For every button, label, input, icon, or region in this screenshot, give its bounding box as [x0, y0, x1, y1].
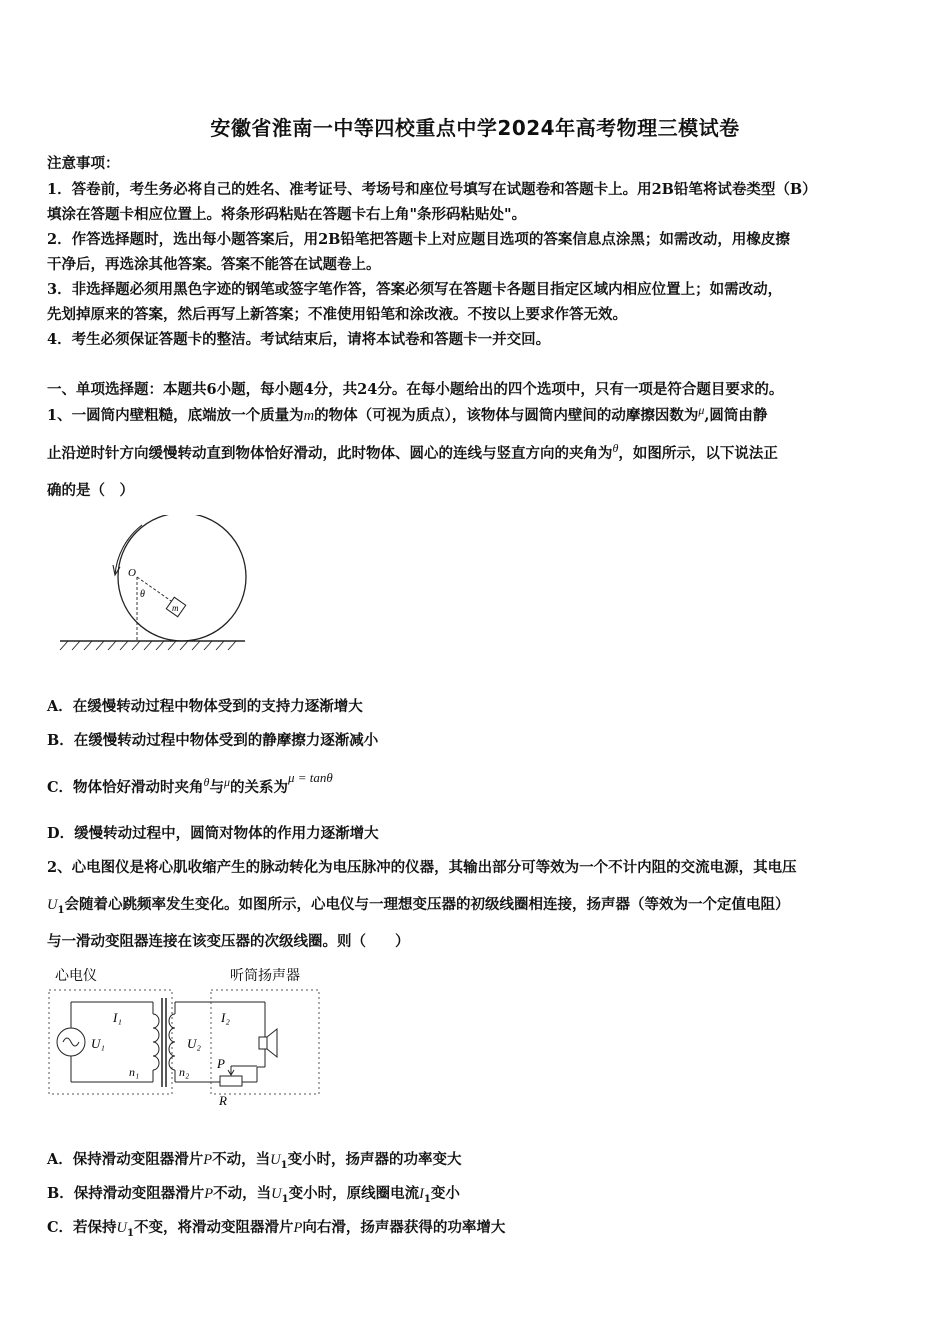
q2-line1: 2、心电图仪是将心肌收缩产生的脉动转化为电压脉冲的仪器，其输出部分可等效为一个不计内阻的交流电源，其电压 — [47, 859, 797, 876]
notice-line: 先划掉原来的答案，然后再写上新答案；不准使用铅笔和涂改液。不按以上要求作答无效。 — [47, 306, 627, 323]
q1-line1 — [47, 403, 767, 425]
label-u2: U₂ — [187, 1036, 201, 1051]
option-text: 变小时，扬声器的功率变大 — [287, 1151, 462, 1168]
q1-option-c — [47, 770, 333, 797]
q1-option-d: D．缓慢转动过程中，圆筒对物体的作用力逐渐增大 — [47, 825, 379, 842]
fig-label-m: m — [172, 603, 179, 613]
formula: μ = tanθ — [287, 770, 333, 785]
p-symbol: P — [203, 1152, 213, 1168]
voltage-symbol: U — [270, 1152, 281, 1168]
q2-line3: 与一滑动变阻器连接在该变压器的次级线圈。则（ ） — [47, 933, 410, 950]
option-text: B．保持滑动变阻器滑片 — [47, 1185, 205, 1202]
q2-text: 会随着心跳频率发生变化。如图所示，心电仪与一理想变压器的初级线圈相连接，扬声器（等效为一个定值电阻） — [64, 896, 790, 913]
q2-option-b — [47, 1182, 460, 1205]
option-text: 变小时，原线圈电流 — [288, 1185, 420, 1202]
mu-symbol: μ — [698, 403, 705, 417]
q1-option-a: A．在缓慢转动过程中物体受到的支持力逐渐增大 — [47, 698, 363, 715]
q2-line2 — [47, 893, 789, 916]
option-text: 的关系为 — [229, 779, 288, 796]
fig-label-theta: θ — [140, 589, 145, 600]
theta-symbol: θ — [203, 775, 210, 789]
q1-line3: 确的是（ ） — [47, 482, 134, 499]
q1-text: ，如图所示，以下说法正 — [618, 445, 778, 462]
circuit-figure — [45, 962, 325, 1112]
q1-line2 — [47, 441, 778, 463]
subscript: 1 — [57, 904, 65, 916]
cylinder-figure — [50, 515, 250, 655]
label-i2: I₂ — [221, 1010, 230, 1025]
p-symbol: P — [293, 1220, 303, 1236]
option-text: 不动，当 — [212, 1151, 271, 1168]
q2-option-a — [47, 1148, 462, 1171]
current-symbol: I — [419, 1186, 424, 1202]
label-n1: n₁ — [129, 1065, 140, 1079]
mass-symbol: m — [303, 408, 315, 424]
q2-option-c — [47, 1216, 505, 1239]
voltage-symbol: U — [271, 1186, 282, 1202]
q1-text: 止沿逆时针方向缓慢转动直到物体恰好滑动，此时物体、圆心的连线与竖直方向的夹角为 — [47, 445, 613, 462]
notice-line: 干净后，再选涂其他答案。答案不能答在试题卷上。 — [47, 256, 381, 273]
q1-option-b: B．在缓慢转动过程中物体受到的静摩擦力逐渐减小 — [47, 732, 379, 749]
q1-text: ,圆筒由静 — [704, 407, 768, 424]
label-i1: I₁ — [113, 1010, 122, 1025]
p-symbol: P — [204, 1186, 214, 1202]
notice-line: 4．考生必须保证答题卡的整洁。考试结束后，请将本试卷和答题卡一并交回。 — [47, 331, 551, 348]
notice-line: 1．答卷前，考生务必将自己的姓名、准考证号、考场号和座位号填写在试题卷和答题卡上。用2B铅笔将试卷类型（B） — [47, 181, 817, 198]
subscript: 1 — [127, 1227, 134, 1239]
notice-line: 填涂在答题卡相应位置上。将条形码粘贴在答题卡右上角"条形码粘贴处"。 — [47, 206, 527, 223]
voltage-symbol: U — [47, 897, 58, 913]
notice-heading: 注意事项： — [47, 155, 120, 172]
subscript: 1 — [281, 1193, 289, 1205]
notice-line: 2．作答选择题时，选出每小题答案后，用2B铅笔把答题卡上对应题目选项的答案信息点涂黑；如需改动，用橡皮擦 — [47, 231, 790, 248]
subscript: 1 — [423, 1193, 431, 1205]
label-r: R — [219, 1093, 227, 1108]
option-text: C．若保持 — [47, 1219, 117, 1236]
q1-text: 1、一圆筒内壁粗糙，底端放一个质量为 — [47, 407, 304, 424]
option-text: 不动，当 — [213, 1185, 272, 1202]
option-text: 向右滑，扬声器获得的功率增大 — [302, 1219, 506, 1236]
notice-line: 3．非选择题必须用黑色字迹的钢笔或签字笔作答，答案必须写在答题卡各题目指定区域内相应位置上；如需改动， — [47, 281, 783, 298]
fig-label-speaker: 听筒扬声器 — [230, 969, 300, 984]
option-text: 与 — [209, 779, 224, 796]
label-p: P — [217, 1056, 225, 1071]
section-heading: 一、单项选择题：本题共6小题，每小题4分，共24分。在每小题给出的四个选项中，只有一项是符合题目要求的。 — [47, 381, 784, 398]
option-text: 不变，将滑动变阻器滑片 — [134, 1219, 294, 1236]
option-text: C．物体恰好滑动时夹角 — [47, 779, 204, 796]
theta-symbol: θ — [612, 441, 619, 455]
fig-label-o: O — [128, 567, 136, 579]
label-n2: n₂ — [179, 1065, 190, 1079]
option-text: 变小 — [430, 1185, 460, 1202]
mu-symbol: μ — [223, 775, 230, 789]
q1-text: 的物体（可视为质点），该物体与圆筒内壁间的动摩擦因数为 — [314, 407, 699, 424]
option-text: A．保持滑动变阻器滑片 — [47, 1151, 204, 1168]
label-u1: U₁ — [91, 1036, 105, 1051]
fig-label-ecg: 心电仪 — [55, 969, 97, 984]
page-title: 安徽省淮南一中等四校重点中学2024年高考物理三模试卷 — [210, 116, 740, 140]
subscript: 1 — [280, 1159, 288, 1171]
voltage-symbol: U — [116, 1220, 128, 1236]
